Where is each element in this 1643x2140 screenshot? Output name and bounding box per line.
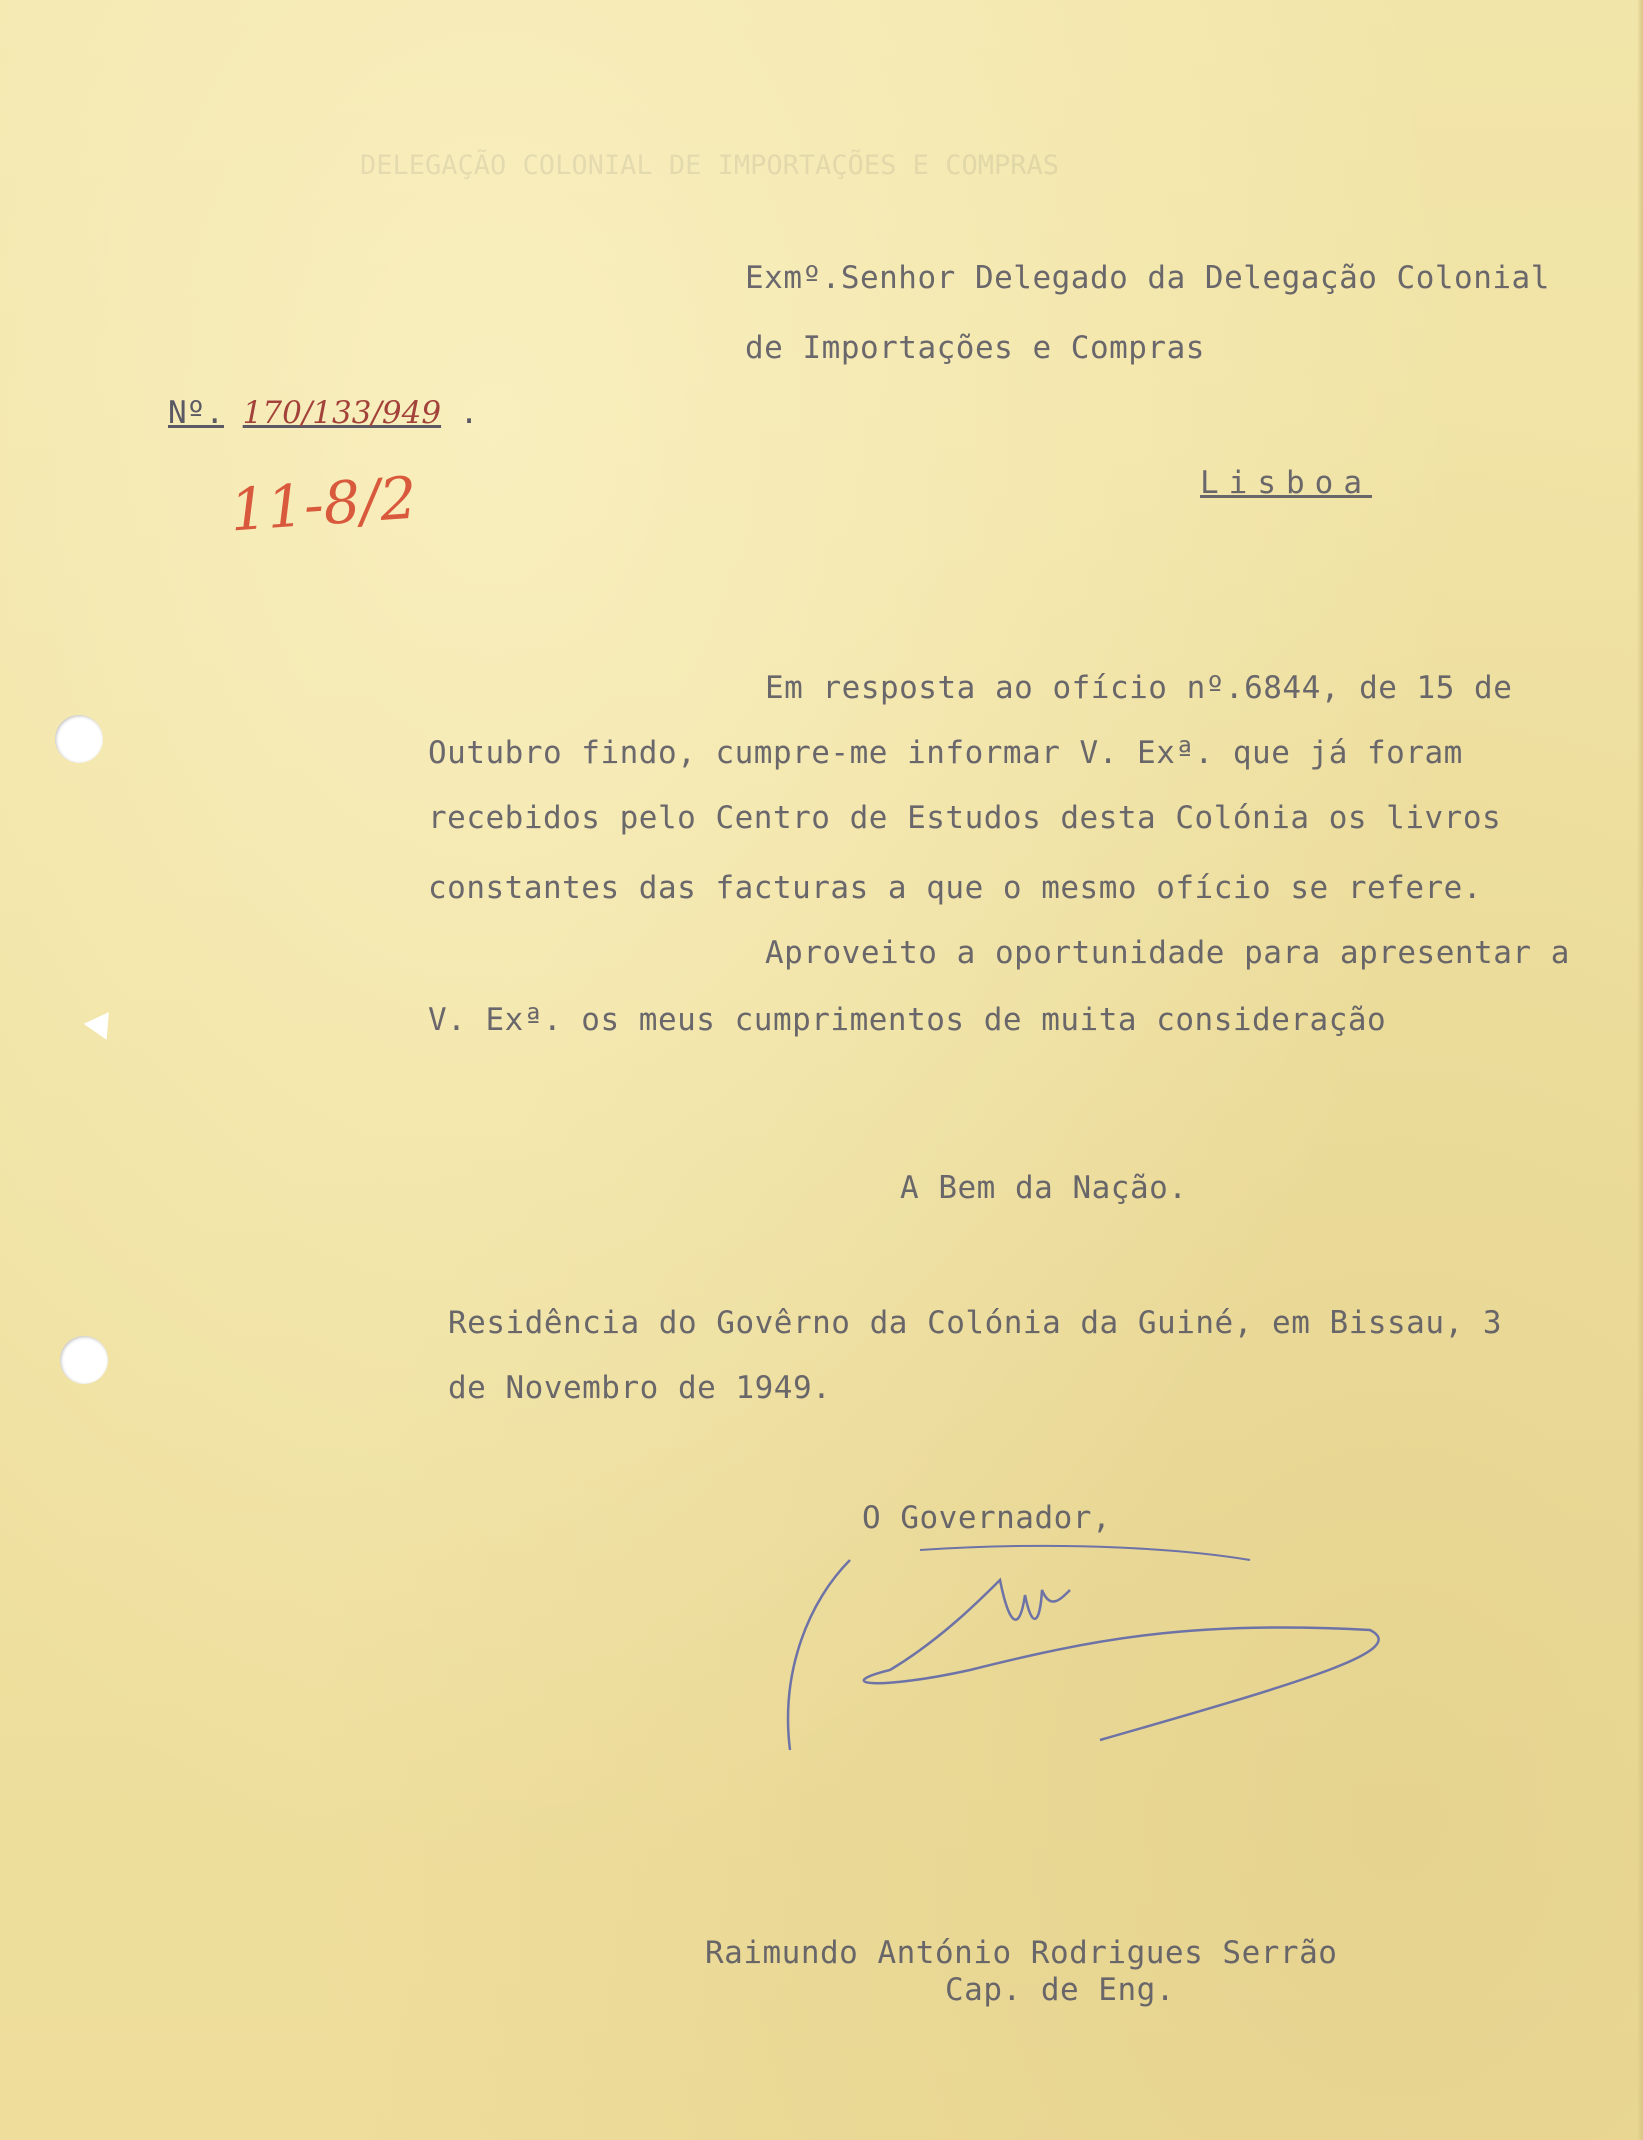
red-pencil-mark: 11-8/2 — [227, 463, 419, 545]
faint-letterhead: DELEGAÇÃO COLONIAL DE IMPORTAÇÕES E COMPRAS — [360, 150, 1059, 181]
reference-number — [168, 395, 478, 431]
closing-salutation: A Bem da Nação. — [900, 1170, 1188, 1206]
punch-hole-top — [55, 715, 103, 763]
signatory-title: O Governador, — [862, 1500, 1112, 1536]
body-p2-line-2: V. Exª. os meus cumprimentos de muita consideração — [428, 1002, 1387, 1038]
reference-handwritten: 170/133/949 — [242, 395, 442, 431]
reference-prefix: Nº. — [168, 395, 224, 431]
body-p1-line-1: Em resposta ao ofício nº.6844, de 15 de — [765, 670, 1513, 706]
place-date-line-2: de Novembro de 1949. — [448, 1370, 832, 1406]
handwritten-signature — [770, 1520, 1390, 1760]
paper-edge — [1637, 0, 1643, 2140]
addressee-line-1: Exmº.Senhor Delegado da Delegação Colonial — [745, 260, 1550, 296]
signature-stroke-1 — [788, 1560, 850, 1750]
signature-stroke-4 — [920, 1546, 1250, 1560]
signatory-name: Raimundo António Rodrigues Serrão — [705, 1935, 1338, 1971]
body-p1-line-2: Outubro findo, cumpre-me informar V. Exª. que já foram — [428, 735, 1463, 771]
signature-stroke-3 — [864, 1627, 1379, 1740]
signature-stroke-2 — [890, 1580, 1070, 1670]
body-p1-line-3: recebidos pelo Centro de Estudos desta Colónia os livros — [428, 800, 1502, 836]
punch-hole-bottom — [60, 1336, 108, 1384]
body-p1-line-4: constantes das facturas a que o mesmo ofício se refere. — [428, 870, 1482, 906]
addressee-city: Lisboa — [1200, 465, 1372, 501]
place-date-line-1: Residência do Govêrno da Colónia da Guiné, em Bissau, 3 — [448, 1305, 1502, 1341]
signatory-rank: Cap. de Eng. — [945, 1972, 1175, 2008]
addressee-line-2: de Importações e Compras — [745, 330, 1205, 366]
body-p2-line-1: Aproveito a oportunidade para apresentar a — [765, 935, 1570, 971]
reference-suffix: . — [459, 395, 479, 431]
paper-tear — [84, 1004, 121, 1040]
